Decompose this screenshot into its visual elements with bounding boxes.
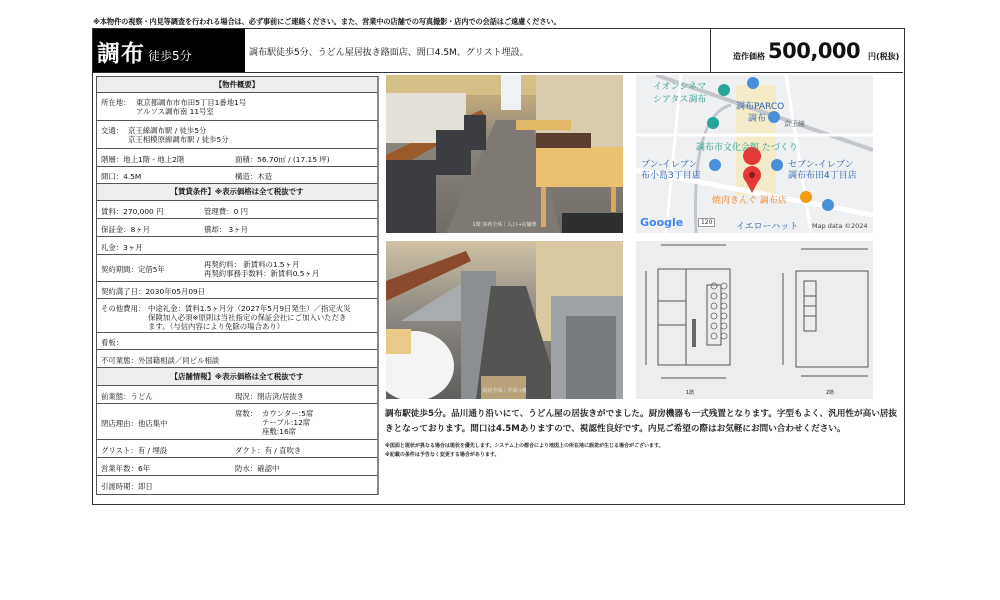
price-unit: 円(税抜) (868, 52, 900, 61)
other-costs-row (97, 299, 377, 333)
access-line1: 京王線調布駅 / 徒歩5分 (128, 126, 207, 135)
other-costs-line2: 保険加入必須※原則は当社指定の保証会社にご加入いただき (148, 313, 347, 322)
access-line2: 京王相模原線調布駅 / 徒歩5分 (128, 135, 229, 144)
disclaimer-note-2: ※記載の条件は予告なく変更する場合があります。 (385, 452, 500, 458)
prev-business: 前業態：うどん (101, 392, 153, 401)
map-label-yakiniku: 焼肉きんぐ 調布店 (712, 196, 787, 206)
rent-row (97, 201, 377, 219)
contract-term-row (97, 255, 377, 282)
interior-photo-caption: 1階 客席全体｜入口→店舗奥 (472, 222, 537, 228)
other-costs-line3: ます。（与信内容により免除の場合あり） (148, 322, 285, 331)
closing-reason: 閉店理由：他店集中 (101, 419, 168, 428)
sheet-header (93, 29, 903, 73)
mgmt-fee: 管理費：0 円 (204, 207, 249, 216)
floor-plan-1f-label: 1階 (686, 390, 695, 396)
map-route-shield: 120 (698, 218, 715, 227)
map-label-seven-1: ブン-イレブン (641, 160, 698, 170)
map-label-tazukuri: 調布市文化会館 たづくり (696, 143, 798, 153)
deposit-row (97, 219, 377, 237)
map-label-yellowhat: イエローハット (736, 222, 799, 232)
floor-plan[interactable] (636, 241, 873, 399)
location-line1: 東京都調布市布田5丁目1番地1号 (136, 98, 247, 107)
grease-trap-row (97, 440, 377, 458)
waterproofing: 防水：確認中 (235, 464, 280, 473)
current-status: 現況：閉店済/居抜き (235, 392, 305, 401)
renewal-fee: 再契約料： 新賃料の1.5ヶ月 (204, 260, 300, 269)
seats-table: テーブル:12席 (262, 418, 311, 427)
seats-tatami: 座敷:16席 (262, 427, 297, 436)
google-logo: Google (640, 216, 684, 229)
frontage: 間口：4.5M (101, 172, 142, 181)
frontage-row (97, 167, 377, 184)
location-row (97, 93, 377, 121)
interior-photo[interactable] (386, 75, 623, 233)
map-label-theatas: シアタス調布 (653, 95, 707, 105)
signboard: 看板： (101, 338, 124, 347)
floor: 階層：地上1階 - 地上2階 (101, 155, 185, 164)
location-line2: アルソス調布南 11号室 (136, 107, 214, 116)
viewing-notice: ※本物件の視察・内見等調査を行われる場合は、必ず事前にご連絡ください。また、営業中の店舗での写真撮影・店内での会話はご遠慮ください。 (93, 17, 561, 26)
other-costs-label: その他費用： (101, 304, 146, 313)
prev-business-row (97, 386, 377, 404)
property-details-table (96, 76, 379, 495)
area-size: 面積：56.70㎡ / (17.15 坪) (235, 155, 330, 164)
price-block (711, 29, 903, 72)
access-row (97, 121, 377, 149)
handover-row (97, 476, 377, 494)
floor-row (97, 149, 377, 167)
key-money-row (97, 237, 377, 255)
property-sheet (92, 28, 905, 505)
disclaimer-note-1: ※図面と現状が異なる場合は現状を優先します。システム上の都合により地図上の所在地に誤差が生じる場合がございます。 (385, 443, 664, 449)
overview-section-header: 【物件概要】 (97, 77, 377, 93)
years-row (97, 458, 377, 476)
walk-time: 徒歩5分 (148, 49, 192, 63)
contract-end: 契約満了日：2030年05月09日 (101, 287, 206, 296)
map-attribution: Map data ©2024 (812, 222, 868, 230)
access-label: 交通： (101, 126, 124, 135)
kitchen-photo-caption: 厨房全体｜手前→奥 (482, 388, 527, 394)
other-costs-line1: 中途礼金：賃料1.5ヶ月分（2027年5月9日発生）／指定火災 (148, 304, 351, 313)
handover-timing: 引渡時期：即日 (101, 482, 153, 491)
kitchen-photo[interactable] (386, 241, 623, 399)
location-label: 所在地： (101, 98, 131, 107)
amortization: 償却： 3ヶ月 (204, 225, 249, 234)
store-section-header: 【店舗情報】※表示価格は全て税抜です (97, 368, 377, 386)
map-label-seven-2-branch: 調布布田4丁目店 (788, 171, 857, 181)
grease-trap: グリスト：有 / 埋設 (101, 446, 168, 455)
floor-plan-2f-label: 2階 (826, 390, 835, 396)
structure: 構造：木造 (235, 172, 272, 181)
prohibited-row (97, 350, 377, 368)
property-description: 調布駅徒歩5分。品川通り沿いにて、うどん屋の居抜きがでました。厨房機器も一式残置となります。字型もよく、汎用性が高い居抜きとなっております。間口は4.5Mありますので、視認性良好です。内見ご希望の際はお気軽にお問い合わせください。 (385, 409, 897, 434)
years-in-business: 営業年数：6年 (101, 464, 151, 473)
catchcopy-block (245, 29, 711, 72)
kitchen-photo-illustration (386, 241, 623, 399)
map-label-keio-line: 京王線 (784, 120, 805, 128)
price-label: 造作価格 (733, 52, 765, 61)
interior-photo-illustration (386, 75, 623, 233)
floor-plan-drawing (636, 241, 873, 399)
catchcopy: 調布駅徒歩5分、うどん屋居抜き路面店、間口4.5M、グリスト埋設。 (249, 48, 529, 58)
location-map[interactable] (636, 75, 873, 233)
prohibited-business: 不可業態：外国籍相談／同ビル相談 (101, 356, 220, 365)
map-label-seven-2: セブン-イレブン (788, 160, 854, 170)
deposit: 保証金：8ヶ月 (101, 225, 151, 234)
map-label-chofu-station: 調布 (748, 114, 767, 124)
lease-section-header: 【賃貸条件】※表示価格は全て税抜です (97, 184, 377, 201)
map-label-seven-1-branch: 布小島3丁目店 (641, 171, 701, 181)
seats-label: 席数： (235, 409, 258, 418)
key-money: 礼金：3ヶ月 (101, 243, 143, 252)
contract-end-row (97, 282, 377, 299)
price-value: 500,000 (768, 39, 861, 63)
signboard-row (97, 333, 377, 350)
duct: ダクト：有 / 直吹き (235, 446, 302, 455)
seats-counter: カウンター:5席 (262, 409, 314, 418)
area-name: 調布 (97, 41, 145, 67)
rent: 賃料：270,000 円 (101, 207, 164, 216)
contract-term: 契約期間：定借5年 (101, 265, 165, 274)
area-title-block (93, 29, 245, 72)
renewal-admin-fee: 再契約事務手数料：新賃料0.5ヶ月 (204, 269, 320, 278)
map-label-parco: 調布PARCO (736, 102, 785, 112)
closing-reason-row (97, 404, 377, 440)
map-label-aeon-cinema: イオンシネマ (653, 82, 707, 92)
